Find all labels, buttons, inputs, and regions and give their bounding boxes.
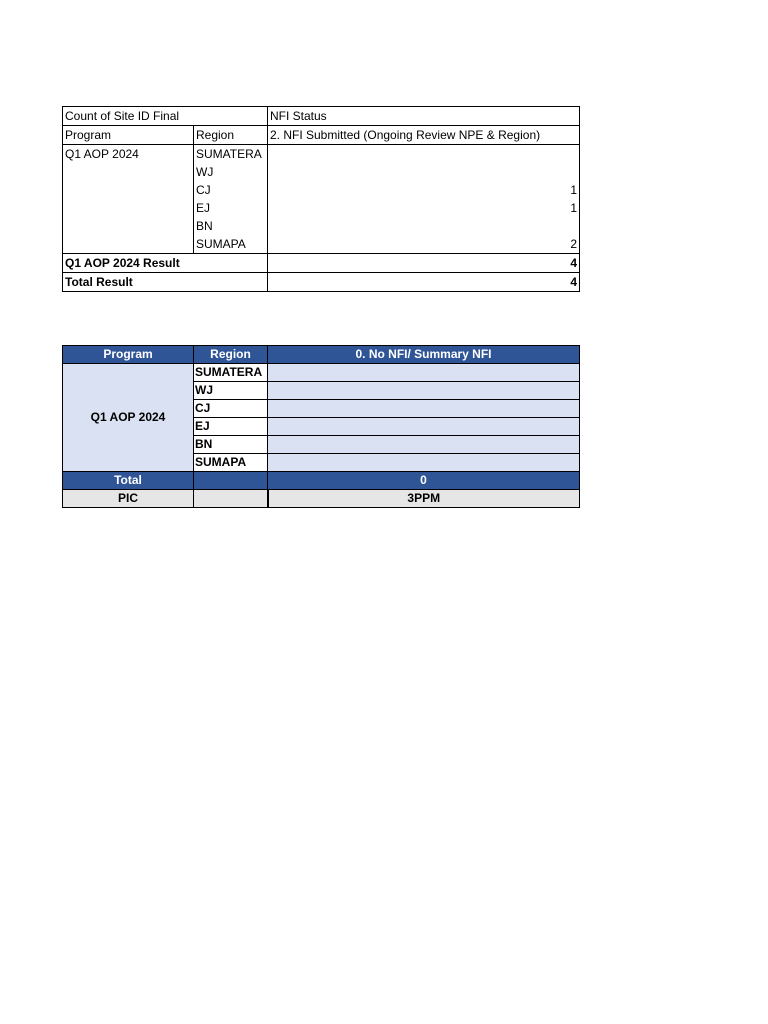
summary-pic-label[interactable]: PIC bbox=[63, 490, 194, 508]
pivot-value-cell[interactable] bbox=[268, 145, 580, 164]
summary-region-cell[interactable]: CJ bbox=[194, 400, 268, 418]
pivot-program-cell-empty[interactable] bbox=[63, 217, 194, 235]
pivot-status-label[interactable]: NFI Status bbox=[268, 107, 580, 126]
pivot-status-value[interactable]: 2. NFI Submitted (Ongoing Review NPE & Region) bbox=[268, 126, 580, 145]
summary-value-cell[interactable] bbox=[268, 382, 580, 400]
summary-value-cell[interactable] bbox=[268, 418, 580, 436]
summary-region-cell[interactable]: SUMATERA bbox=[194, 364, 268, 382]
pivot-value-cell[interactable]: 2 bbox=[268, 235, 580, 254]
pivot-value-cell[interactable] bbox=[268, 217, 580, 235]
pivot-total-label[interactable]: Total Result bbox=[63, 273, 268, 292]
summary-program-header[interactable]: Program bbox=[63, 346, 194, 364]
summary-total-region[interactable] bbox=[194, 472, 268, 490]
summary-table bbox=[62, 345, 580, 508]
summary-region-cell[interactable]: SUMAPA bbox=[194, 454, 268, 472]
pivot-program-cell[interactable]: Q1 AOP 2024 bbox=[63, 145, 194, 164]
summary-value-cell[interactable] bbox=[268, 436, 580, 454]
pivot-region-cell[interactable]: WJ bbox=[194, 163, 268, 181]
summary-total-value[interactable]: 0 bbox=[268, 472, 580, 490]
pivot-program-cell-empty[interactable] bbox=[63, 181, 194, 199]
summary-region-header[interactable]: Region bbox=[194, 346, 268, 364]
pivot-program-cell-empty[interactable] bbox=[63, 199, 194, 217]
pivot-region-cell[interactable]: EJ bbox=[194, 199, 268, 217]
summary-region-cell[interactable]: EJ bbox=[194, 418, 268, 436]
pivot-program-cell-empty[interactable] bbox=[63, 235, 194, 254]
summary-region-cell[interactable]: WJ bbox=[194, 382, 268, 400]
pivot-measure-label[interactable]: Count of Site ID Final bbox=[63, 107, 268, 126]
summary-region-cell[interactable]: BN bbox=[194, 436, 268, 454]
pivot-region-cell[interactable]: CJ bbox=[194, 181, 268, 199]
pivot-program-cell-empty[interactable] bbox=[63, 163, 194, 181]
pivot-table bbox=[62, 106, 580, 292]
summary-value-cell[interactable] bbox=[268, 400, 580, 418]
pivot-value-cell[interactable]: 1 bbox=[268, 181, 580, 199]
pivot-region-header[interactable]: Region bbox=[194, 126, 268, 145]
pivot-value-cell[interactable] bbox=[268, 163, 580, 181]
summary-pic-value[interactable]: 3PPM bbox=[268, 490, 580, 508]
pivot-program-header[interactable]: Program bbox=[63, 126, 194, 145]
pivot-region-cell[interactable]: SUMAPA bbox=[194, 235, 268, 254]
summary-value-cell[interactable] bbox=[268, 454, 580, 472]
pivot-subtotal-value[interactable]: 4 bbox=[268, 254, 580, 273]
pivot-region-cell[interactable]: BN bbox=[194, 217, 268, 235]
pivot-region-cell[interactable]: SUMATERA bbox=[194, 145, 268, 164]
pivot-subtotal-label[interactable]: Q1 AOP 2024 Result bbox=[63, 254, 268, 273]
pivot-value-cell[interactable]: 1 bbox=[268, 199, 580, 217]
summary-pic-region[interactable] bbox=[194, 490, 268, 508]
summary-status-header[interactable]: 0. No NFI/ Summary NFI bbox=[268, 346, 580, 364]
summary-total-label[interactable]: Total bbox=[63, 472, 194, 490]
summary-program-cell[interactable]: Q1 AOP 2024 bbox=[63, 364, 194, 472]
pivot-total-value[interactable]: 4 bbox=[268, 273, 580, 292]
summary-value-cell[interactable] bbox=[268, 364, 580, 382]
